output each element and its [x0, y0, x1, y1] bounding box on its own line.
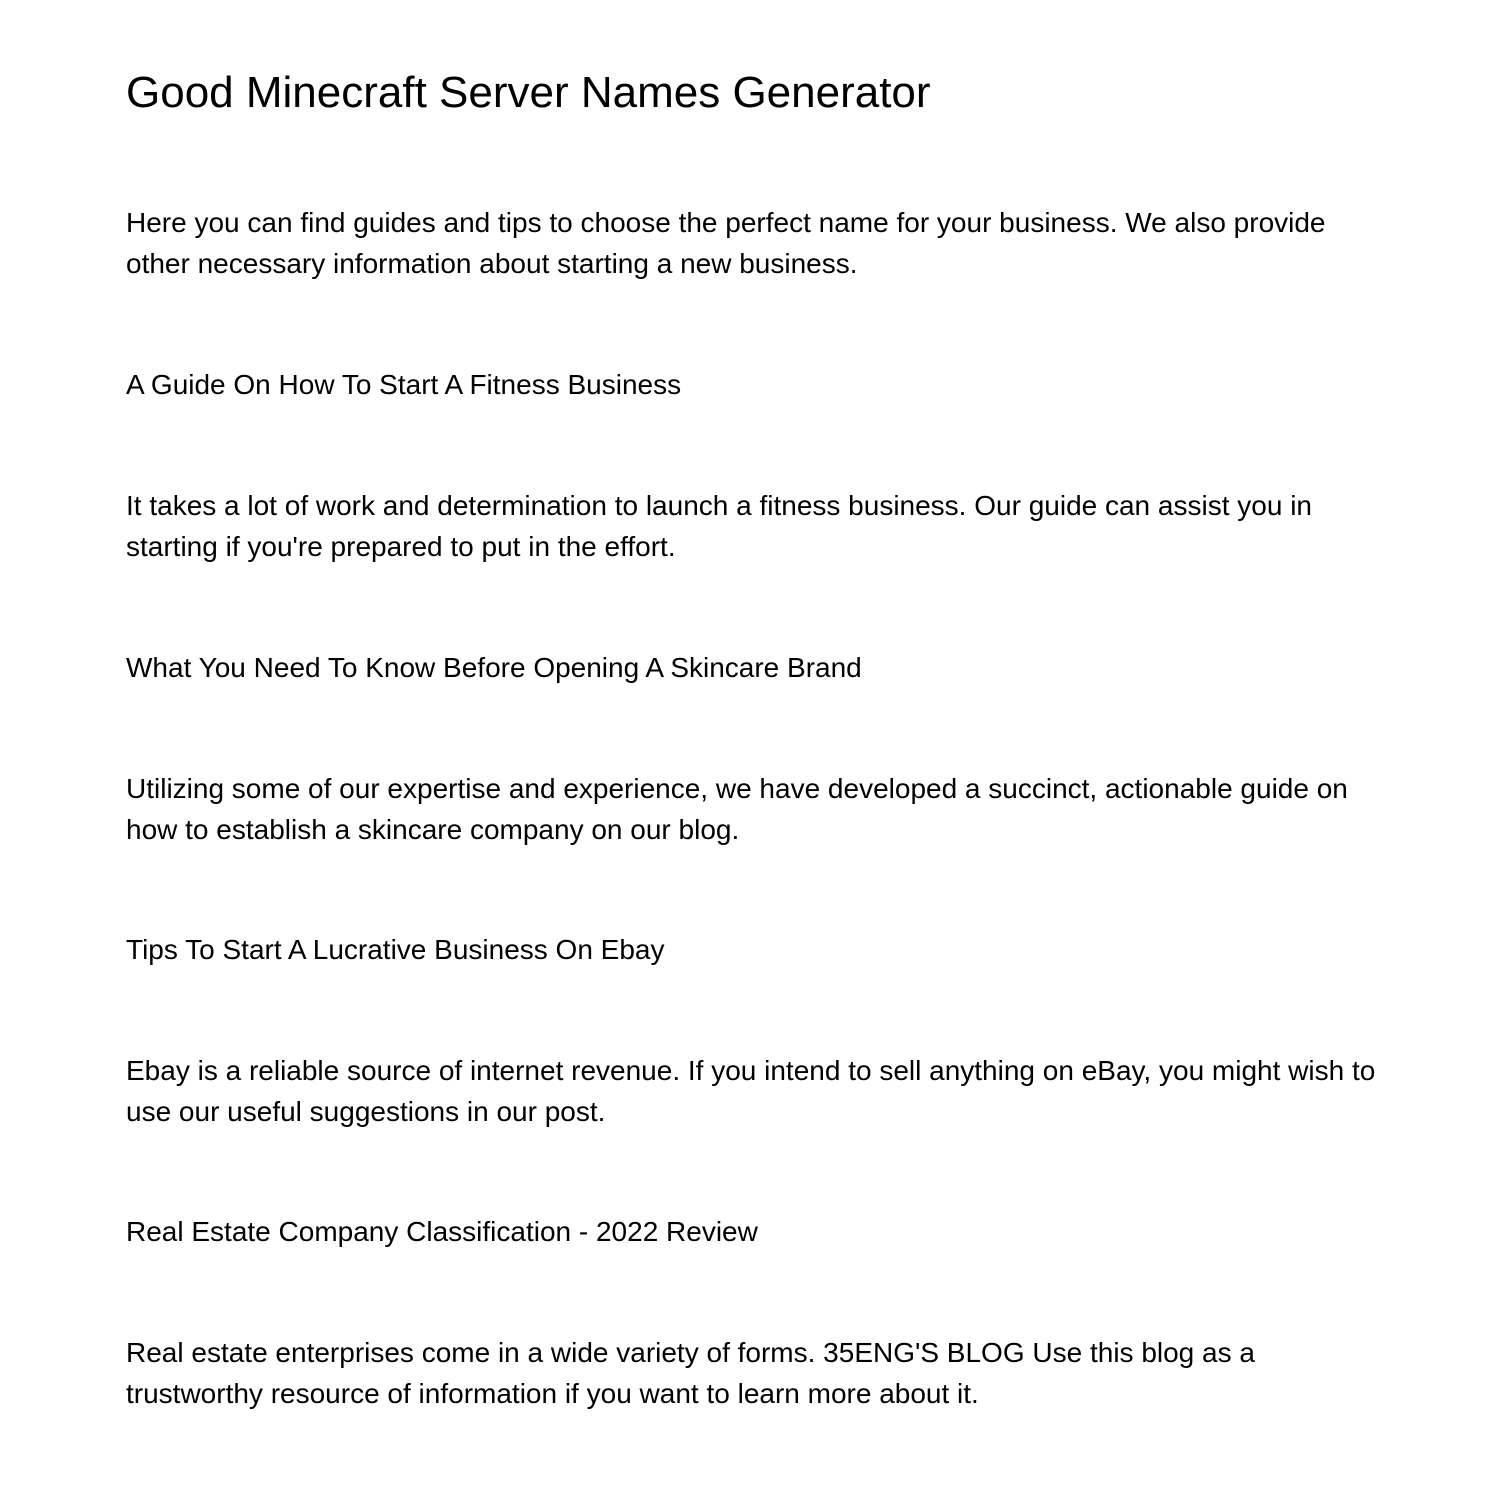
section-body-fitness: It takes a lot of work and determination to launch a fitness business. Our guide can assist you in starting if you're prepared to put in the effort.: [126, 490, 1312, 562]
section-body-skincare: Utilizing some of our expertise and experience, we have developed a succinct, actionable guide on how to establish a skincare company on our blog.: [126, 773, 1348, 845]
section-heading-real-estate: Real Estate Company Classification - 2022 Review: [126, 1216, 758, 1247]
cut-off-next-heading: [126, 1488, 826, 1512]
section-heading-skincare: What You Need To Know Before Opening A Skincare Brand: [126, 652, 862, 683]
section-heading-ebay: Tips To Start A Lucrative Business On Ebay: [126, 934, 665, 965]
section-heading-fitness: A Guide On How To Start A Fitness Business: [126, 369, 682, 400]
section-body-real-estate: Real estate enterprises come in a wide variety of forms. 35ENG'S BLOG Use this blog as a trustworthy resource of information if you want to learn more about it.: [126, 1337, 1255, 1409]
section-body-ebay: Ebay is a reliable source of internet revenue. If you intend to sell anything on eBay, you might wish to use our useful suggestions in our post.: [126, 1055, 1376, 1127]
page-title: Good Minecraft Server Names Generator: [126, 68, 931, 117]
intro-paragraph: Here you can find guides and tips to choose the perfect name for your business. We also provide other necessary information about starting a new business.: [126, 207, 1326, 279]
